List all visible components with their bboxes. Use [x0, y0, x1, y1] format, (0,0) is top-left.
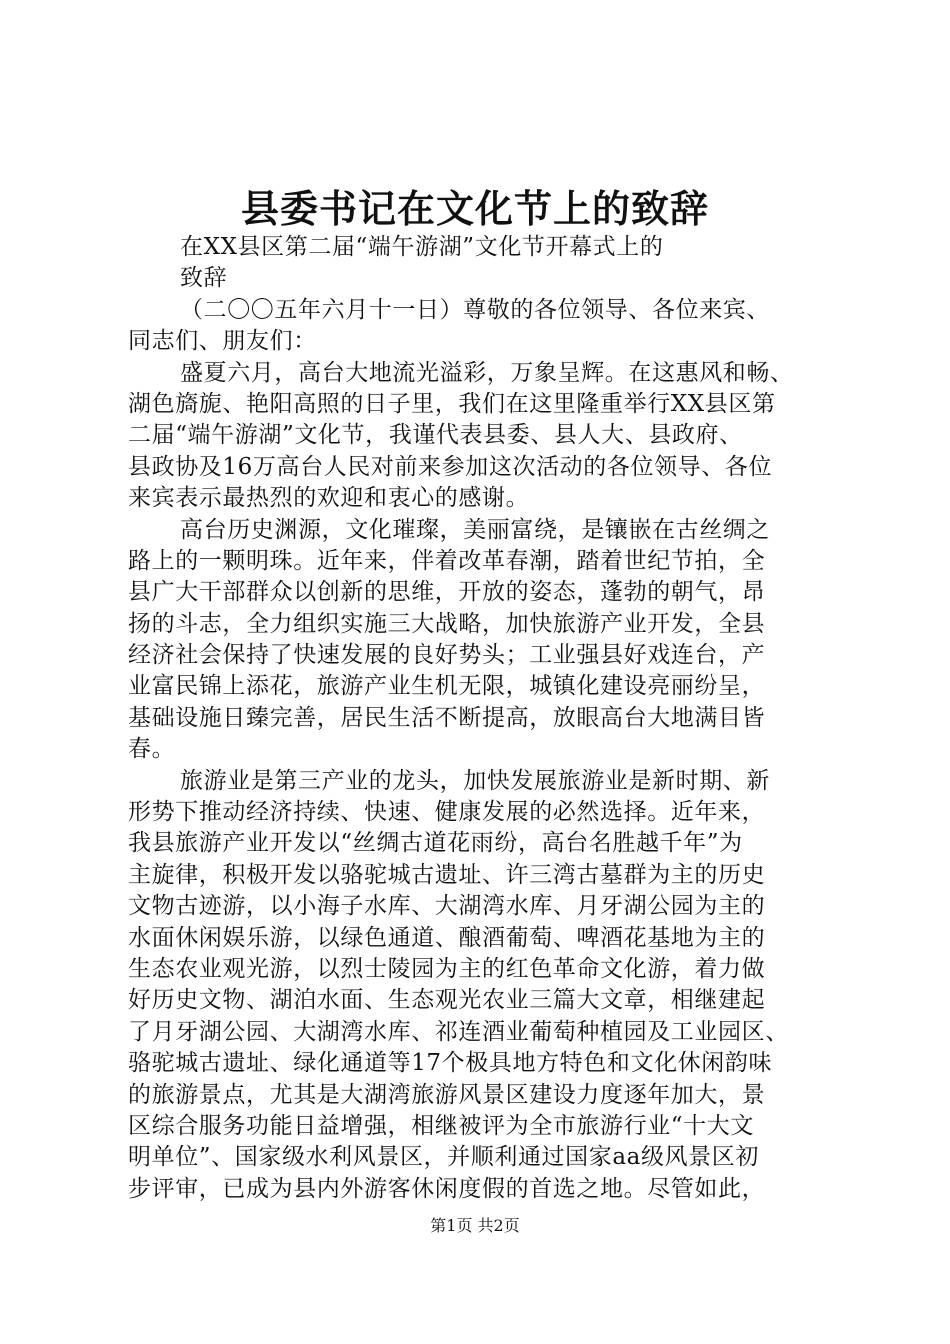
text-line: （二〇〇五年六月十一日）尊敬的各位领导、各位来宾、	[180, 296, 770, 323]
text-line: 步评审，已成为县内外游客休闲度假的首选之地。尽管如此，	[128, 1175, 766, 1202]
text-line: 同志们、朋友们：	[128, 328, 317, 355]
text-line: 路上的一颗明珠。近年来，伴着改革春潮，踏着世纪节拍，全	[128, 547, 766, 574]
text-line: 基础设施日臻完善，居民生活不断提高，放眼高台大地满目皆	[128, 704, 766, 731]
page-number-footer: 第1页 共2页	[430, 1216, 520, 1235]
document-title: 县委书记在文化节上的致辞	[240, 186, 709, 231]
text-line: 骆驼城古遗址、绿化通道等17个极具地方特色和文化休闲韵味	[128, 1050, 773, 1077]
text-line: 湖色旖旎、艳阳高照的日子里，我们在这里隆重举行XX县区第	[128, 390, 776, 417]
text-line: 的旅游景点，尤其是大湖湾旅游风景区建设力度逐年加大，景	[128, 1081, 766, 1108]
text-line: 好历史文物、湖泊水面、生态观光农业三篇大文章，相继建起	[128, 987, 766, 1014]
text-line: 盛夏六月，高台大地流光溢彩，万象呈辉。在这惠风和畅、	[180, 359, 794, 386]
text-line: 明单位”、国家级水利风景区，并顺利通过国家aa级风景区初	[128, 1144, 759, 1171]
text-line: 业富民锦上添花，旅游产业生机无限，城镇化建设亮丽纷呈，	[128, 673, 766, 700]
text-line: 县广大干部群众以创新的思维，开放的姿态，蓬勃的朝气，昂	[128, 579, 766, 606]
text-line: 了月牙湖公园、大湖湾水库、祁连酒业葡萄种植园及工业园区、	[128, 1018, 789, 1045]
text-line: 旅游业是第三产业的龙头，加快发展旅游业是新时期、新	[180, 767, 770, 794]
text-line: 二届“端午游湖”文化节，我谨代表县委、县人大、县政府、	[128, 422, 743, 449]
text-line: 春。	[128, 736, 176, 763]
text-line: 水面休闲娱乐游，以绿色通道、酿酒葡萄、啤酒花基地为主的	[128, 924, 766, 951]
text-line: 主旋律，积极开发以骆驼城古遗址、许三湾古墓群为主的历史	[128, 861, 766, 888]
text-line: 致辞	[180, 265, 228, 292]
text-line: 区综合服务功能日益增强，相继被评为全市旅游行业“十大文	[128, 1112, 754, 1139]
document-body	[128, 232, 828, 1205]
text-line: 在XX县区第二届“端午游湖”文化节开幕式上的	[180, 234, 664, 260]
text-line: 县政协及16万高台人民对前来参加这次活动的各位领导、各位	[128, 453, 773, 480]
text-line: 高台历史渊源，文化璀璨，美丽富绕，是镶嵌在古丝绸之	[180, 516, 770, 543]
text-line: 来宾表示最热烈的欢迎和衷心的感谢。	[128, 485, 530, 512]
text-line: 经济社会保持了快速发展的良好势头；工业强县好戏连台，产	[128, 642, 766, 669]
text-line: 形势下推动经济持续、快速、健康发展的必然选择。近年来，	[128, 799, 766, 826]
text-line: 文物古迹游，以小海子水库、大湖湾水库、月牙湖公园为主的	[128, 893, 766, 920]
text-line: 扬的斗志，全力组织实施三大战略，加快旅游产业开发，全县	[128, 610, 766, 637]
text-line: 我县旅游产业开发以“丝绸古道花雨纷，高台名胜越千年”为	[128, 830, 743, 857]
text-line: 生态农业观光游，以烈士陵园为主的红色革命文化游，着力做	[128, 955, 766, 982]
